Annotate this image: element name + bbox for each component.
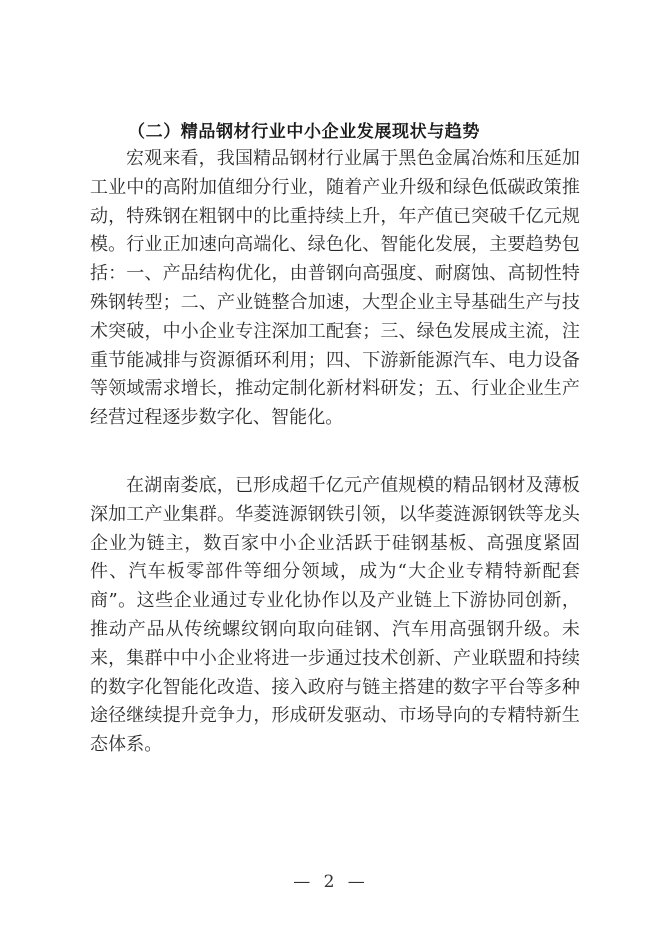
page-number: — 2 — [293,872,369,892]
paragraph-loudi-cluster: 在湖南娄底，已形成超千亿元产值规模的精品钢材及薄板深加工产业集群。华菱涟源钢铁引领，以华菱涟源钢铁等龙头企业为链主，数百家中小企业活跃于硅钢基板、高强度紧固件、汽车板零部件等细分领域，成为“大企业专精特新配套商”。这些企业通过专业化协作以及产业链上下游协同创新，推动产品从传统螺纹钢向取向硅钢、汽车用高强钢升级。未来，集群中中小企业将进一步通过技术创新、产业联盟和持续的数字化智能化改造、接入政府与链主搭建的数字平台等多种途径继续提升竞争力，形成研发驱动、市场导向的专精特新生态体系。 [90,475,580,756]
section-heading: （二）精品钢材行业中小企业发展现状与趋势 [128,122,480,142]
paragraph-industry-overview: 宏观来看，我国精品钢材行业属于黑色金属冶炼和压延加工业中的高附加值细分行业，随着产业升级和绿色低碳政策推动，特殊钢在粗钢中的比重持续上升，年产值已突破千亿元规模。行业正加速向高端化、绿色化、智能化发展，主要趋势包括：一、产品结构优化，由普钢向高强度、耐腐蚀、高韧性特殊钢转型；二、产业链整合加速，大型企业主导基础生产与技术突破，中小企业专注深加工配套；三、绿色发展成主流，注重节能减排与资源循环利用；四、下游新能源汽车、电力设备等领域需求增长，推动定制化新材料研发；五、行业企业生产经营过程逐步数字化、智能化。 [90,148,580,429]
